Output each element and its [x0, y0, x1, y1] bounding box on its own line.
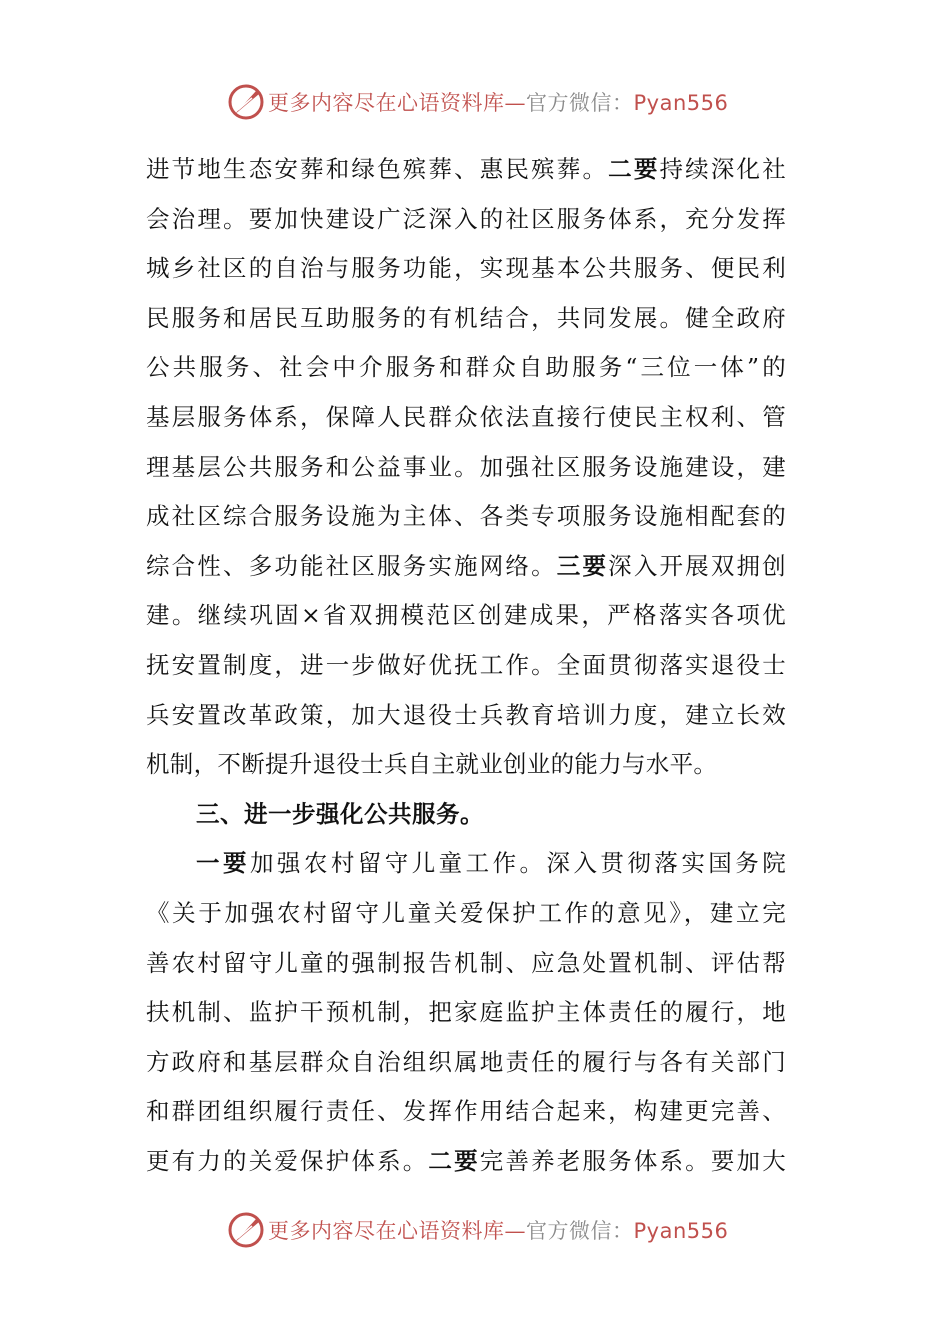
text-line [146, 1137, 786, 1187]
document-body [146, 145, 786, 1186]
header-dash: — [504, 91, 526, 115]
emphasis-term: 三要 [556, 551, 609, 580]
header-banner [226, 82, 786, 122]
text-line [146, 542, 786, 592]
text-line: 公共服务、社会中介服务和群众自助服务“三位一体”的 [146, 353, 786, 382]
text-run: 更有力的关爱保护体系。 [146, 1146, 429, 1175]
text-run: 加强农村留守儿童工作。深入贯彻落实国务院 [249, 849, 787, 878]
text-line: 机制，不断提升退役士兵自主就业创业的能力与水平。 [146, 750, 718, 779]
header-official-label: 官方微信： [526, 91, 634, 115]
text-line: 善农村留守儿童的强制报告机制、应急处置机制、评估帮 [146, 948, 786, 977]
text-line [146, 839, 786, 889]
footer-banner-text [268, 1215, 728, 1245]
quill-logo-icon [226, 1210, 266, 1250]
footer-banner [226, 1210, 786, 1250]
text-run: 进节地生态安葬和绿色殡葬、惠民殡葬。 [146, 155, 609, 183]
text-line: 会治理。要加快建设广泛深入的社区服务体系，充分发挥 [146, 204, 786, 233]
text-run: 持续深化社 [659, 155, 786, 183]
text-line: 扶机制、监护干预机制，把家庭监护主体责任的履行，地 [146, 998, 786, 1027]
text-line: 民服务和居民互助服务的有机结合，共同发展。健全政府 [146, 303, 786, 332]
footer-brand-text: 更多内容尽在心语资料库 [268, 1219, 505, 1243]
emphasis-term: 二要 [608, 155, 660, 183]
text-line: 成社区综合服务设施为主体、各类专项服务设施相配套的 [146, 502, 786, 531]
text-line: 建。继续巩固×省双拥模范区创建成果，严格落实各项优 [146, 601, 786, 630]
text-run: 综合性、多功能社区服务实施网络。 [146, 551, 557, 580]
emphasis-term: 一要 [196, 849, 250, 878]
text-line: 城乡社区的自治与服务功能，实现基本公共服务、便民利 [146, 254, 786, 283]
text-run: 深入开展双拥创 [608, 551, 786, 580]
section-heading: 三、进一步强化公共服务。 [196, 799, 484, 828]
header-wechat-id: Pyan556 [633, 91, 729, 115]
text-line [146, 145, 786, 195]
text-line: 《关于加强农村留守儿童关爱保护工作的意见》，建立完 [146, 898, 786, 927]
text-line: 理基层公共服务和公益事业。加强社区服务设施建设，建 [146, 452, 786, 481]
header-brand-text: 更多内容尽在心语资料库 [268, 91, 505, 115]
text-run: 完善养老服务体系。要加大 [479, 1146, 786, 1175]
text-line: 基层服务体系，保障人民群众依法直接行使民主权利、管 [146, 402, 786, 431]
text-line: 抚安置制度，进一步做好优抚工作。全面贯彻落实退役士 [146, 650, 786, 679]
footer-official-label: 官方微信： [526, 1219, 634, 1243]
footer-dash: — [504, 1219, 526, 1243]
text-line: 方政府和基层群众自治组织属地责任的履行与各有关部门 [146, 1047, 786, 1076]
text-line: 兵安置改革政策，加大退役士兵教育培训力度，建立长效 [146, 700, 786, 729]
header-banner-text [268, 87, 728, 117]
emphasis-term: 二要 [428, 1146, 480, 1175]
text-line: 和群团组织履行责任、发挥作用结合起来，构建更完善、 [146, 1097, 786, 1126]
quill-logo-icon [226, 82, 266, 122]
footer-wechat-id: Pyan556 [633, 1219, 729, 1243]
